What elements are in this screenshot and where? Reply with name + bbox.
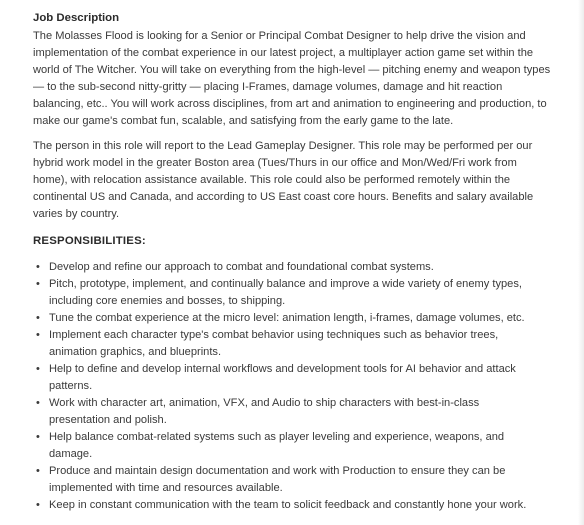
list-item-text: Help to define and develop internal workflows and development tools for AI behavior and attack patterns. xyxy=(49,363,516,392)
list-item-text: Tune the combat experience at the micro level: animation length, i-frames, damage volumes, etc. xyxy=(49,312,525,324)
list-item xyxy=(33,327,543,361)
list-item-text: Implement each character type's combat behavior using techniques such as behavior trees, animation graphics, and blueprints. xyxy=(49,329,499,358)
bullet-icon: • xyxy=(36,499,40,511)
list-item-text: Pitch, prototype, implement, and continually balance and improve a wide variety of enemy types, including core enemies and bosses, to shipping. xyxy=(49,278,522,307)
list-item-text: Produce and maintain design documentation and work with Production to ensure they can be implemented with time and resources available. xyxy=(49,465,506,494)
list-item xyxy=(33,310,543,327)
list-item-text: Develop and refine our approach to combat and foundational combat systems. xyxy=(49,261,434,273)
bullet-icon: • xyxy=(36,329,40,341)
responsibilities-list xyxy=(33,259,543,514)
list-item xyxy=(33,259,543,276)
responsibilities-heading: RESPONSIBILITIES: xyxy=(33,235,146,247)
job-description-paragraph-1: The Molasses Flood is looking for a Senior or Principal Combat Designer to help drive the vision and implementation of the combat experience in our latest project, a multiplayer action game set within the world of The Witcher. You will take on everything from the high-level — pitching enemy and weapon types — to the sub-second nitty-gritty — placing I-Frames, damage volumes, damage and hit reaction balancing, etc.. You will work across disciplines, from art and animation to engineering and production, to make our game's combat fun, scalable, and satisfying from the early game to the late. xyxy=(33,30,551,127)
list-item xyxy=(33,361,543,395)
list-item xyxy=(33,463,543,497)
list-item-text: Help balance combat-related systems such as player leveling and experience, weapons, and damage. xyxy=(49,431,505,460)
bullet-icon: • xyxy=(36,363,40,375)
job-description-heading: Job Description xyxy=(33,12,120,24)
page-edge-shadow xyxy=(578,0,584,525)
list-item-text: Keep in constant communication with the team to solicit feedback and constantly hone your work. xyxy=(49,499,527,511)
list-item xyxy=(33,276,543,310)
list-item xyxy=(33,429,543,463)
bullet-icon: • xyxy=(36,261,40,273)
list-item xyxy=(33,395,543,429)
bullet-icon: • xyxy=(36,431,40,443)
list-item-text: Work with character art, animation, VFX, and Audio to ship characters with best-in-class presentation and polish. xyxy=(49,397,480,426)
bullet-icon: • xyxy=(36,465,40,477)
job-description-paragraph-2: The person in this role will report to the Lead Gameplay Designer. This role may be performed per our hybrid work model in the greater Boston area (Tues/Thurs in our office and Mon/Wed/Fri work from home), with relocation assistance available. This role could also be performed remotely within the continental US and Canada, and according to US East coast core hours. Benefits and salary available varies by country. xyxy=(33,140,534,220)
bullet-icon: • xyxy=(36,397,40,409)
list-item xyxy=(33,497,543,514)
bullet-icon: • xyxy=(36,312,40,324)
bullet-icon: • xyxy=(36,278,40,290)
